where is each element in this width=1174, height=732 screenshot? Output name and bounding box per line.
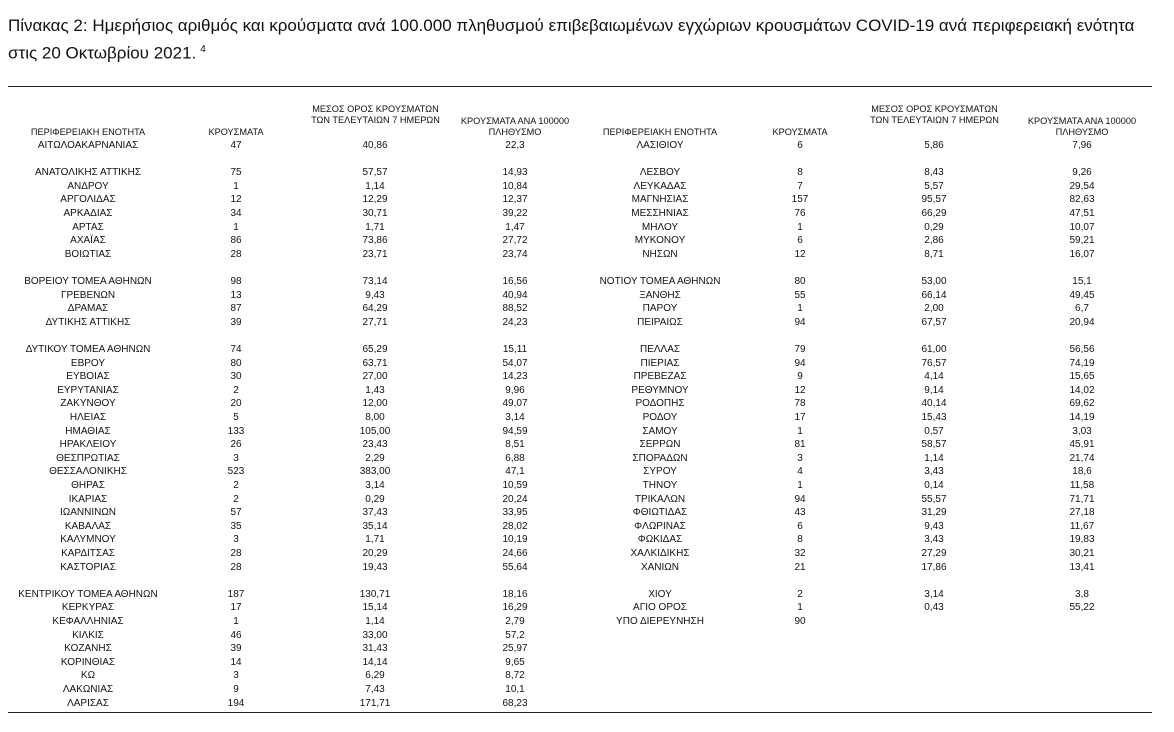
left-region-cell: ΕΒΡΟΥ	[70, 357, 106, 369]
left-per100k-cell: 24,23	[502, 316, 528, 328]
right-cases-cell: 79	[794, 344, 806, 355]
left-avg7-cell: 15,14	[362, 602, 388, 614]
left-per100k-cell: 23,74	[502, 248, 528, 260]
right-per100k-cell: 15,1	[1072, 276, 1092, 287]
left-cases-cell: 20	[230, 398, 242, 410]
right-avg7-cell: 3,43	[924, 466, 944, 478]
right-avg7-cell: 31,29	[921, 507, 947, 519]
left-region-cell: ΛΑΚΩΝΙΑΣ	[62, 684, 114, 695]
left-cases-cell: 9	[233, 684, 239, 695]
left-cases-cell: 2	[233, 384, 239, 396]
right-avg7-cell: 53,00	[921, 276, 947, 287]
right-cases-cell: 32	[794, 548, 806, 559]
left-avg7-cell: 9,43	[365, 289, 385, 301]
left-region-cell: ΚΕΦΑΛΛΗΝΙΑΣ	[52, 616, 124, 627]
right-region-cell: ΧΑΛΚΙΔΙΚΗΣ	[630, 548, 690, 559]
left-region-cell: ΘΕΣΣΑΛΟΝΙΚΗΣ	[49, 466, 127, 478]
right-avg7-cell: 17,86	[921, 561, 947, 573]
left-avg7-cell: 57,57	[362, 167, 388, 179]
left-region-cell: ΑΡΤΑΣ	[72, 221, 104, 233]
left-avg7-cell: 3,14	[365, 480, 385, 491]
right-region-cell: ΠΙΕΡΙΑΣ	[640, 357, 680, 369]
right-cases-cell: 8	[797, 534, 803, 546]
right-cases-cell: 3	[797, 452, 803, 464]
right-per100k-cell: 18,6	[1072, 466, 1092, 478]
right-cases-cell: 1	[797, 480, 803, 491]
right-avg7-cell: 4,14	[924, 371, 944, 383]
left-avg7-cell: 40,86	[362, 140, 388, 151]
right-per100k-cell: 14,02	[1069, 384, 1095, 396]
left-cases-cell: 74	[230, 344, 242, 355]
left-cases-cell: 47	[230, 140, 242, 151]
left-per100k-cell: 33,95	[502, 507, 528, 519]
left-cases-cell: 86	[230, 235, 242, 247]
header-region-right: ΠΕΡΙΦΕΡΕΙΑΚΗ ΕΝΟΤΗΤΑ	[602, 127, 718, 137]
right-cases-cell: 12	[794, 248, 806, 260]
left-per100k-cell: 10,1	[505, 684, 525, 695]
right-per100k-cell: 7,96	[1072, 140, 1092, 151]
right-per100k-cell: 19,83	[1069, 534, 1095, 546]
right-avg7-cell: 8,43	[924, 167, 944, 179]
right-per100k-cell: 10,07	[1069, 221, 1095, 233]
left-cases-cell: 3	[233, 452, 239, 464]
left-region-cell: ΚΩ	[80, 670, 96, 682]
left-avg7-cell: 1,71	[365, 534, 385, 546]
right-per100k-cell: 82,63	[1069, 194, 1095, 206]
left-region-cell: ΑΡΚΑΔΙΑΣ	[63, 208, 113, 219]
right-cases-cell: 7	[797, 180, 803, 192]
left-per100k-cell: 12,37	[502, 194, 528, 206]
left-per100k-cell: 94,59	[502, 425, 528, 437]
right-region-cell: ΤΗΝΟΥ	[642, 480, 678, 491]
header-region-left: ΠΕΡΙΦΕΡΕΙΑΚΗ ΕΝΟΤΗΤΑ	[30, 127, 146, 137]
right-cases-cell: 94	[794, 357, 806, 369]
left-cases-cell: 39	[230, 643, 242, 655]
right-avg7-cell: 5,86	[924, 140, 944, 151]
left-avg7-cell: 35,14	[362, 520, 388, 532]
left-avg7-cell: 64,29	[362, 303, 388, 315]
right-region-cell: ΤΡΙΚΑΛΩΝ	[634, 493, 686, 505]
left-avg7-cell: 30,71	[362, 208, 388, 219]
left-per100k-cell: 25,97	[502, 643, 528, 655]
right-per100k-cell: 6,7	[1075, 303, 1089, 315]
right-region-cell: ΧΙΟΥ	[648, 588, 672, 600]
left-region-cell: ΕΥΒΟΙΑΣ	[66, 371, 110, 383]
left-per100k-cell: 24,66	[502, 548, 528, 559]
left-cases-cell: 187	[227, 588, 245, 600]
right-region-cell: ΛΑΣΙΘΙΟΥ	[636, 140, 684, 151]
right-region-cell: ΥΠΟ ΔΙΕΡΕΥΝΗΣΗ	[616, 616, 704, 627]
left-per100k-cell: 22,3	[505, 140, 525, 151]
right-per100k-cell: 49,45	[1069, 289, 1095, 301]
right-cases-cell: 90	[794, 616, 806, 627]
right-cases-cell: 6	[797, 520, 803, 532]
left-region-cell: ΚΙΛΚΙΣ	[72, 629, 104, 641]
right-per100k-cell: 71,71	[1069, 493, 1095, 505]
right-avg7-cell: 55,57	[921, 493, 947, 505]
right-cases-cell: 4	[797, 466, 803, 478]
left-cases-cell: 13	[230, 289, 242, 301]
right-cases-cell: 1	[797, 425, 803, 437]
left-avg7-cell: 383,00	[359, 466, 391, 478]
right-region-cell: ΦΘΙΩΤΙΔΑΣ	[632, 507, 688, 519]
left-avg7-cell: 0,29	[365, 493, 385, 505]
right-avg7-cell: 58,57	[921, 439, 947, 451]
right-per100k-cell: 69,62	[1069, 398, 1095, 410]
left-per100k-cell: 47,1	[505, 466, 525, 478]
left-per100k-cell: 16,29	[502, 602, 528, 614]
left-cases-cell: 3	[233, 670, 239, 682]
left-cases-cell: 1	[233, 221, 239, 233]
caption-text: Πίνακας 2: Ημερήσιος αριθμός και κρούσματα ανά 100.000 πληθυσμού επιβεβαιωμένων εγχώριων κρουσμάτων COVID-19 ανά περιφερειακή ενότητα στις 20 Οκτωβρίου 2021.	[8, 16, 1135, 63]
left-avg7-cell: 12,29	[362, 194, 388, 206]
right-per100k-cell: 20,94	[1069, 316, 1095, 328]
right-per100k-cell: 21,74	[1069, 452, 1095, 464]
right-per100k-cell: 16,07	[1069, 248, 1095, 260]
header-per100k-left: ΚΡΟΥΣΜΑΤΑ ΑΝΑ 100000 ΠΛΗΘΥΣΜΟ	[460, 116, 570, 137]
left-per100k-cell: 88,52	[502, 303, 528, 315]
right-region-cell: ΠΕΙΡΑΙΩΣ	[637, 316, 683, 328]
right-region-cell: ΜΑΓΝΗΣΙΑΣ	[631, 194, 689, 206]
right-region-cell: ΣΕΡΡΩΝ	[639, 439, 681, 451]
right-per100k-cell: 27,18	[1069, 507, 1095, 519]
left-avg7-cell: 6,29	[365, 670, 385, 682]
right-region-cell: ΝΟΤΙΟΥ ΤΟΜΕΑ ΑΘΗΝΩΝ	[599, 276, 721, 287]
left-cases-cell: 523	[227, 466, 245, 478]
left-region-cell: ΛΑΡΙΣΑΣ	[67, 697, 109, 709]
header-avg7-left: ΜΕΣΟΣ ΟΡΟΣ ΚΡΟΥΣΜΑΤΩΝ ΤΩΝ ΤΕΛΕΥΤΑΙΩΝ 7 ΗΜΕΡΩΝ	[311, 104, 440, 125]
header-cases-right: ΚΡΟΥΣΜΑΤΑ	[772, 127, 828, 137]
left-avg7-cell: 19,43	[362, 561, 388, 573]
left-region-cell: ΚΕΝΤΡΙΚΟΥ ΤΟΜΕΑ ΑΘΗΝΩΝ	[18, 588, 158, 600]
right-region-cell: ΜΥΚΟΝΟΥ	[634, 235, 686, 247]
left-region-cell: ΗΡΑΚΛΕΙΟΥ	[59, 439, 117, 451]
left-per100k-cell: 10,59	[502, 480, 528, 491]
left-per100k-cell: 18,16	[502, 588, 528, 600]
left-per100k-cell: 10,84	[502, 180, 528, 192]
left-avg7-cell: 73,86	[362, 235, 388, 247]
right-avg7-cell: 0,29	[924, 221, 944, 233]
header-cases-left: ΚΡΟΥΣΜΑΤΑ	[208, 127, 264, 137]
right-per100k-cell: 11,67	[1069, 520, 1095, 532]
right-cases-cell: 81	[794, 439, 806, 451]
left-region-cell: ΚΟΖΑΝΗΣ	[64, 643, 112, 655]
right-cases-cell: 12	[794, 384, 806, 396]
right-cases-cell: 1	[797, 602, 803, 614]
right-region-cell: ΧΑΝΙΩΝ	[640, 561, 680, 573]
footnote-marker: 4	[200, 44, 206, 55]
left-cases-cell: 39	[230, 316, 242, 328]
left-region-cell: ΕΥΡΥΤΑΝΙΑΣ	[57, 384, 119, 396]
left-per100k-cell: 68,23	[502, 697, 528, 709]
left-per100k-cell: 57,2	[505, 629, 525, 641]
left-cases-cell: 26	[230, 439, 242, 451]
right-avg7-cell: 95,57	[921, 194, 947, 206]
right-region-cell: ΡΟΔΟΥ	[642, 412, 678, 423]
left-per100k-cell: 8,51	[505, 439, 525, 451]
left-cases-cell: 57	[230, 507, 242, 519]
left-cases-cell: 98	[230, 276, 242, 287]
left-per100k-cell: 10,19	[502, 534, 528, 546]
right-avg7-cell: 3,43	[924, 534, 944, 546]
right-region-cell: ΛΕΣΒΟΥ	[639, 167, 681, 179]
right-per100k-cell: 56,56	[1069, 344, 1095, 355]
right-per100k-cell: 29,54	[1069, 180, 1095, 192]
right-cases-cell: 8	[797, 167, 803, 179]
left-region-cell: ΙΩΑΝΝΙΝΩΝ	[59, 507, 117, 519]
left-avg7-cell: 171,71	[359, 697, 391, 709]
left-per100k-cell: 2,79	[505, 616, 525, 627]
left-per100k-cell: 1,47	[505, 221, 525, 233]
right-cases-cell: 1	[797, 221, 803, 233]
left-avg7-cell: 37,43	[362, 507, 388, 519]
right-region-cell: ΦΩΚΙΔΑΣ	[637, 534, 683, 546]
left-region-cell: ΖΑΚΥΝΘΟΥ	[60, 398, 116, 410]
left-avg7-cell: 23,71	[362, 248, 388, 260]
right-avg7-cell: 8,71	[924, 248, 944, 260]
left-avg7-cell: 23,43	[362, 439, 388, 451]
left-cases-cell: 14	[230, 656, 242, 668]
left-region-cell: ΚΑΛΥΜΝΟΥ	[60, 534, 116, 546]
left-cases-cell: 17	[230, 602, 242, 614]
right-per100k-cell: 9,26	[1072, 167, 1092, 179]
right-cases-cell: 94	[794, 493, 806, 505]
header-per100k-right: ΚΡΟΥΣΜΑΤΑ ΑΝΑ 100000 ΠΛΗΘΥΣΜΟ	[1027, 116, 1137, 137]
right-cases-cell: 94	[794, 316, 806, 328]
left-cases-cell: 28	[230, 548, 242, 559]
right-per100k-cell: 15,65	[1069, 371, 1095, 383]
left-region-cell: ΑΡΓΟΛΙΔΑΣ	[60, 194, 116, 206]
right-per100k-cell: 13,41	[1069, 561, 1095, 573]
left-per100k-cell: 40,94	[502, 289, 528, 301]
bottom-rule	[8, 712, 1152, 713]
right-avg7-cell: 0,14	[924, 480, 944, 491]
left-avg7-cell: 130,71	[359, 588, 391, 600]
right-avg7-cell: 9,14	[924, 384, 944, 396]
right-region-cell: ΡΕΘΥΜΝΟΥ	[631, 384, 689, 396]
left-region-cell: ΚΑΡΔΙΤΣΑΣ	[61, 548, 115, 559]
left-cases-cell: 80	[230, 357, 242, 369]
right-cases-cell: 76	[794, 208, 806, 219]
right-region-cell: ΠΡΕΒΕΖΑΣ	[633, 371, 687, 383]
left-region-cell: ΘΕΣΠΡΩΤΙΑΣ	[56, 452, 120, 464]
left-region-cell: ΔΥΤΙΚΟΥ ΤΟΜΕΑ ΑΘΗΝΩΝ	[25, 344, 151, 355]
right-region-cell: ΛΕΥΚΑΔΑΣ	[633, 180, 687, 192]
left-per100k-cell: 15,11	[502, 344, 528, 355]
left-per100k-cell: 9,96	[505, 384, 525, 396]
header-avg7-right: ΜΕΣΟΣ ΟΡΟΣ ΚΡΟΥΣΜΑΤΩΝ ΤΩΝ ΤΕΛΕΥΤΑΙΩΝ 7 ΗΜΕΡΩΝ	[870, 104, 999, 125]
table-caption	[8, 14, 1168, 66]
left-per100k-cell: 14,23	[502, 371, 528, 383]
left-cases-cell: 2	[233, 493, 239, 505]
right-per100k-cell: 55,22	[1069, 602, 1095, 614]
left-avg7-cell: 7,43	[365, 684, 385, 695]
left-per100k-cell: 8,72	[505, 670, 525, 682]
left-region-cell: ΙΚΑΡΙΑΣ	[68, 493, 108, 505]
left-cases-cell: 30	[230, 371, 242, 383]
left-per100k-cell: 54,07	[502, 357, 528, 369]
right-avg7-cell: 5,57	[924, 180, 944, 192]
left-per100k-cell: 3,14	[505, 412, 525, 423]
right-region-cell: ΦΛΩΡΙΝΑΣ	[634, 520, 686, 532]
left-cases-cell: 3	[233, 534, 239, 546]
right-avg7-cell: 15,43	[921, 412, 947, 423]
left-cases-cell: 87	[230, 303, 242, 315]
left-cases-cell: 28	[230, 248, 242, 260]
left-per100k-cell: 16,56	[502, 276, 528, 287]
left-avg7-cell: 14,14	[362, 656, 388, 668]
right-per100k-cell: 14,19	[1069, 412, 1095, 423]
left-region-cell: ΑΝΑΤΟΛΙΚΗΣ ΑΤΤΙΚΗΣ	[34, 167, 142, 179]
right-cases-cell: 55	[794, 289, 806, 301]
left-region-cell: ΚΑΣΤΟΡΙΑΣ	[60, 561, 116, 573]
right-per100k-cell: 47,51	[1069, 208, 1095, 219]
right-per100k-cell: 11,58	[1069, 480, 1095, 491]
right-per100k-cell: 45,91	[1069, 439, 1095, 451]
right-avg7-cell: 61,00	[921, 344, 947, 355]
left-avg7-cell: 105,00	[359, 425, 391, 437]
right-region-cell: ΣΠΟΡΑΔΩΝ	[632, 452, 688, 464]
left-avg7-cell: 33,00	[362, 629, 388, 641]
right-per100k-cell: 59,21	[1069, 235, 1095, 247]
left-region-cell: ΑΙΤΩΛΟΑΚΑΡΝΑΝΙΑΣ	[37, 140, 139, 151]
left-cases-cell: 46	[230, 629, 242, 641]
left-region-cell: ΘΗΡΑΣ	[71, 480, 105, 491]
left-avg7-cell: 65,29	[362, 344, 388, 355]
left-per100k-cell: 49,07	[502, 398, 528, 410]
right-cases-cell: 1	[797, 303, 803, 315]
right-avg7-cell: 2,00	[924, 303, 944, 315]
right-region-cell: ΣΥΡΟΥ	[643, 466, 677, 478]
left-avg7-cell: 12,00	[362, 398, 388, 410]
left-per100k-cell: 14,93	[502, 167, 528, 179]
right-avg7-cell: 76,57	[921, 357, 947, 369]
left-cases-cell: 1	[233, 180, 239, 192]
right-region-cell: ΡΟΔΟΠΗΣ	[635, 398, 685, 410]
right-per100k-cell: 3,03	[1072, 425, 1092, 437]
right-cases-cell: 6	[797, 140, 803, 151]
left-per100k-cell: 27,72	[502, 235, 528, 247]
right-region-cell: ΜΕΣΣΗΝΙΑΣ	[631, 208, 689, 219]
right-per100k-cell: 3,8	[1075, 588, 1089, 600]
right-region-cell: ΞΑΝΘΗΣ	[639, 289, 681, 301]
left-cases-cell: 75	[230, 167, 242, 179]
right-avg7-cell: 1,14	[924, 452, 944, 464]
right-cases-cell: 80	[794, 276, 806, 287]
left-cases-cell: 34	[230, 208, 242, 219]
right-cases-cell: 17	[794, 412, 806, 423]
left-cases-cell: 194	[227, 697, 245, 709]
left-avg7-cell: 63,71	[362, 357, 388, 369]
left-region-cell: ΑΧΑΪΑΣ	[70, 235, 106, 247]
left-per100k-cell: 9,65	[505, 656, 525, 668]
left-region-cell: ΚΟΡΙΝΘΙΑΣ	[60, 656, 116, 668]
right-region-cell: ΜΗΛΟΥ	[641, 221, 679, 233]
left-cases-cell: 28	[230, 561, 242, 573]
right-cases-cell: 157	[791, 194, 809, 206]
top-rule	[8, 86, 1152, 87]
left-cases-cell: 1	[233, 616, 239, 627]
right-avg7-cell: 0,43	[924, 602, 944, 614]
right-region-cell: ΑΓΙΟ ΟΡΟΣ	[633, 602, 687, 614]
right-avg7-cell: 3,14	[924, 588, 944, 600]
left-cases-cell: 12	[230, 194, 242, 206]
right-avg7-cell: 66,14	[921, 289, 947, 301]
left-region-cell: ΑΝΔΡΟΥ	[67, 180, 109, 192]
left-avg7-cell: 1,14	[365, 616, 385, 627]
left-region-cell: ΗΛΕΙΑΣ	[69, 412, 107, 423]
left-per100k-cell: 39,22	[502, 208, 528, 219]
left-per100k-cell: 55,64	[502, 561, 528, 573]
left-avg7-cell: 27,00	[362, 371, 388, 383]
left-region-cell: ΗΜΑΘΙΑΣ	[65, 425, 111, 437]
right-avg7-cell: 27,29	[921, 548, 947, 559]
left-region-cell: ΒΟΡΕΙΟΥ ΤΟΜΕΑ ΑΘΗΝΩΝ	[24, 276, 152, 287]
right-cases-cell: 78	[794, 398, 806, 410]
left-avg7-cell: 1,14	[365, 180, 385, 192]
right-avg7-cell: 0,57	[924, 425, 944, 437]
right-region-cell: ΠΑΡΟΥ	[642, 303, 678, 315]
right-cases-cell: 43	[794, 507, 806, 519]
left-avg7-cell: 27,71	[362, 316, 388, 328]
left-region-cell: ΚΑΒΑΛΑΣ	[64, 520, 112, 532]
left-avg7-cell: 2,29	[365, 452, 385, 464]
right-avg7-cell: 2,86	[924, 235, 944, 247]
left-region-cell: ΔΥΤΙΚΗΣ ΑΤΤΙΚΗΣ	[45, 316, 131, 328]
right-cases-cell: 9	[797, 371, 803, 383]
right-avg7-cell: 67,57	[921, 316, 947, 328]
left-avg7-cell: 1,71	[365, 221, 385, 233]
left-cases-cell: 133	[227, 425, 245, 437]
right-region-cell: ΠΕΛΛΑΣ	[639, 344, 681, 355]
right-region-cell: ΣΑΜΟΥ	[642, 425, 678, 437]
left-cases-cell: 2	[233, 480, 239, 491]
left-avg7-cell: 20,29	[362, 548, 388, 559]
left-per100k-cell: 20,24	[502, 493, 528, 505]
right-cases-cell: 2	[797, 588, 803, 600]
left-avg7-cell: 73,14	[362, 276, 388, 287]
right-per100k-cell: 74,19	[1069, 357, 1095, 369]
right-avg7-cell: 9,43	[924, 520, 944, 532]
left-cases-cell: 35	[230, 520, 242, 532]
right-cases-cell: 21	[794, 561, 806, 573]
left-avg7-cell: 1,43	[365, 384, 385, 396]
left-region-cell: ΚΕΡΚΥΡΑΣ	[61, 602, 115, 614]
right-region-cell: ΝΗΣΩΝ	[642, 248, 678, 260]
right-cases-cell: 6	[797, 235, 803, 247]
left-region-cell: ΒΟΙΩΤΙΑΣ	[64, 248, 112, 260]
left-region-cell: ΓΡΕΒΕΝΩΝ	[60, 289, 116, 301]
left-per100k-cell: 6,88	[505, 452, 525, 464]
right-per100k-cell: 30,21	[1069, 548, 1095, 559]
left-cases-cell: 5	[233, 412, 239, 423]
left-per100k-cell: 28,02	[502, 520, 528, 532]
left-avg7-cell: 8,00	[365, 412, 385, 423]
left-avg7-cell: 31,43	[362, 643, 388, 655]
right-avg7-cell: 40,14	[921, 398, 947, 410]
right-avg7-cell: 66,29	[921, 208, 947, 219]
left-region-cell: ΔΡΑΜΑΣ	[67, 303, 109, 315]
